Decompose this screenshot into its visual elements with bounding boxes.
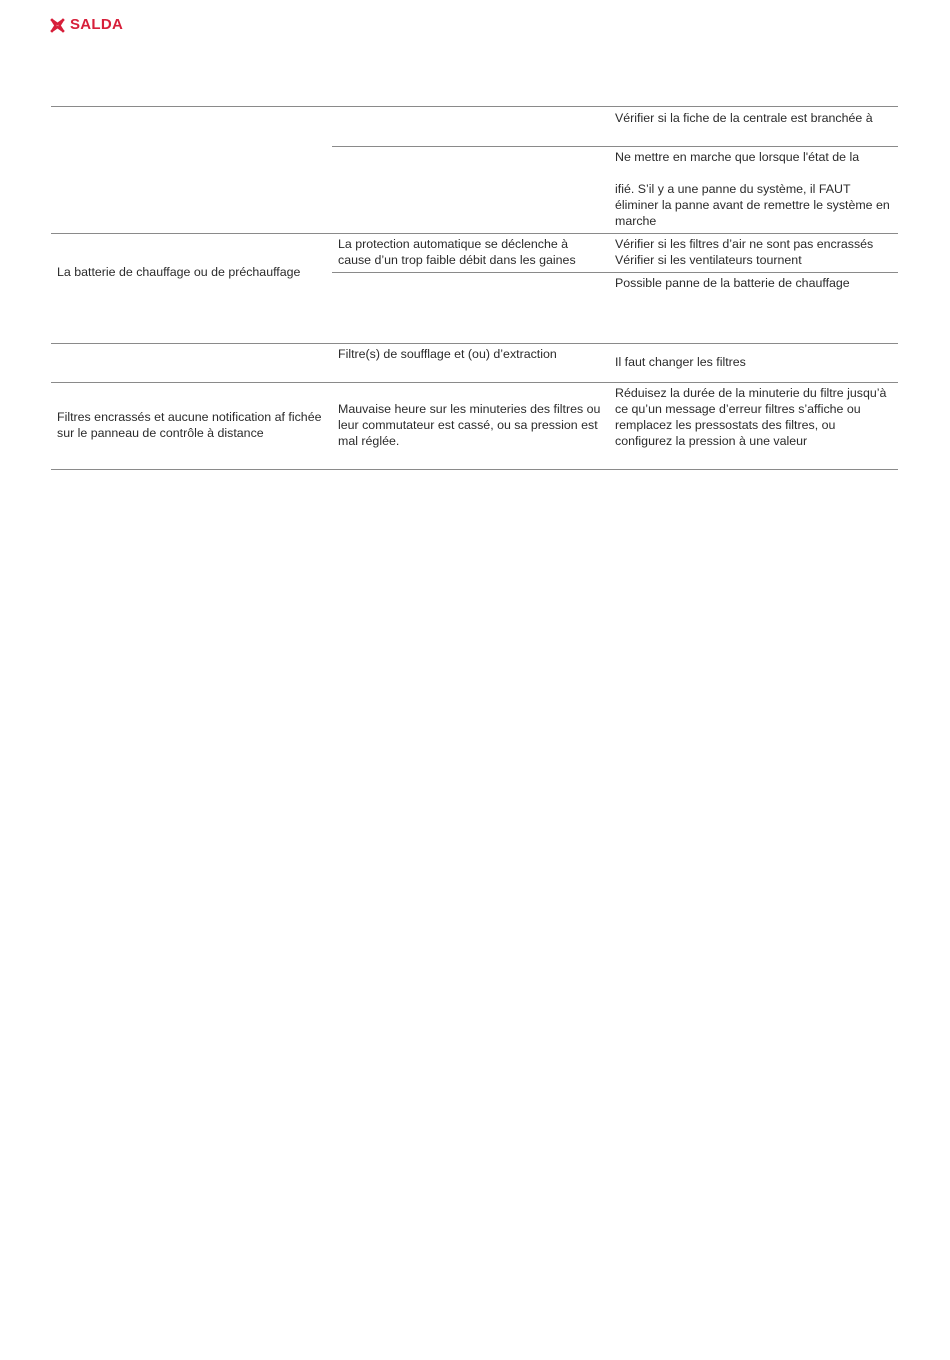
row-1-action-a: Vérifier si la fiche de la centrale est branchée à (615, 111, 873, 125)
row-4-cause: Mauvaise heure sur les minuteries des filtres ou leur commutateur est cassé, ou sa pression est mal réglée. (338, 402, 601, 448)
troubleshooting-table (51, 106, 898, 470)
salda-logo-icon (50, 18, 65, 33)
row-divider (51, 343, 898, 344)
row-3-action: Il faut changer les filtres (615, 355, 746, 369)
row-4-problem: Filtres encrassés et aucune notification af fichée sur le panneau de contrôle à distance (57, 410, 322, 440)
row-2-action-b: Possible panne de la batterie de chauffage (615, 276, 850, 290)
row-2-cause-a: La protection automatique se déclenche à cause d’un trop faible débit dans les gaines (338, 237, 576, 267)
row-2-action-a: Vérifier si les filtres d’air ne sont pas encrassés Vérifier si les ventilateurs tournent (615, 237, 874, 267)
row-2-problem: La batterie de chauffage ou de préchauffage (57, 265, 301, 279)
row-4-action: Réduisez la durée de la minuterie du filtre jusqu’à ce qu’un message d’erreur filtres s’affiche ou remplacez les pressostats des filtres, ou configurez la pression à une valeur (615, 386, 887, 448)
row-divider (51, 233, 898, 234)
row-subdivider (332, 146, 898, 147)
brand-logo (50, 16, 123, 34)
row-3-cause: Filtre(s) de soufflage et (ou) d’extraction (338, 347, 557, 361)
row-divider (51, 382, 898, 383)
row-subdivider (332, 272, 898, 273)
row-1-action-b: Ne mettre en marche que lorsque l'état de la ifié. S’il y a une panne du système, il FAUT éliminer la panne avant de remettre le système en marche (615, 150, 890, 228)
row-divider (51, 469, 898, 470)
brand-name: SALDA (70, 16, 124, 33)
